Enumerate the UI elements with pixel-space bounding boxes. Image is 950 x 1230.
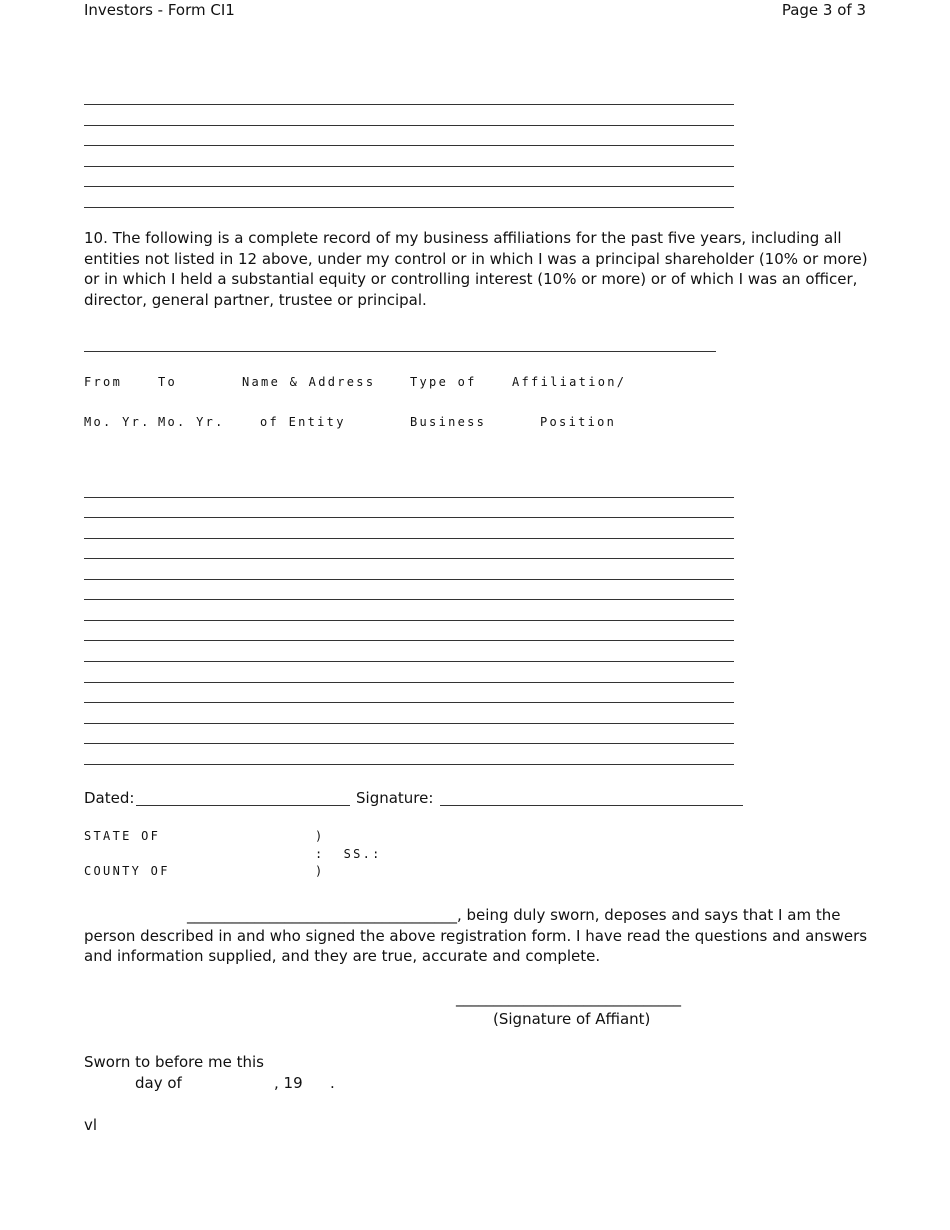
blank-line [84, 145, 734, 146]
affiant-caption: (Signature of Affiant) [493, 1010, 651, 1028]
entry-line[interactable] [84, 579, 734, 580]
signature-field[interactable] [440, 805, 743, 806]
blank-line [84, 125, 734, 126]
venue-paren-bottom: ) [315, 864, 325, 878]
entry-line[interactable] [84, 599, 734, 600]
blank-line [84, 186, 734, 187]
col-affiliation-header: Affiliation/ [512, 375, 627, 389]
entry-line[interactable] [84, 517, 734, 518]
entry-line[interactable] [84, 497, 734, 498]
col-name-header: Name & Address [242, 375, 376, 389]
entry-line[interactable] [84, 723, 734, 724]
venue-ss: : SS.: [315, 847, 382, 861]
year-label: , 19 [274, 1074, 303, 1092]
footer-initials: vl [84, 1116, 98, 1134]
col-name-subheader: of Entity [260, 415, 346, 429]
state-label: STATE OF [84, 829, 161, 843]
col-position-subheader: Position [540, 415, 617, 429]
year-period: . [330, 1074, 335, 1092]
blank-line [84, 166, 734, 167]
venue-paren-top: ) [315, 829, 325, 843]
entry-line[interactable] [84, 558, 734, 559]
entry-line[interactable] [84, 620, 734, 621]
affiant-signature-line[interactable]: ______________________________ [456, 989, 681, 1007]
section-10-text: 10. The following is a complete record of my business affiliations for the past five years, including all entities not listed in 12 above, under my control or in which I was a principal shareholder (10% or more) or in which I held a substantial equity or controlling interest (10% or more) or of which I was an officer, director, general partner, trustee or principal. [84, 229, 868, 309]
dated-field[interactable] [136, 805, 350, 806]
entry-line[interactable] [84, 764, 734, 765]
county-label: COUNTY OF [84, 864, 170, 878]
entry-line[interactable] [84, 661, 734, 662]
blank-line [84, 207, 734, 208]
entry-line[interactable] [84, 538, 734, 539]
col-type-header: Type of [410, 375, 477, 389]
affiant-name-blank[interactable]: ____________________________________ [187, 906, 457, 924]
col-from-subheader: Mo. Yr. [84, 415, 151, 429]
day-of-label: day of [135, 1074, 182, 1092]
col-from-header: From [84, 375, 123, 389]
sworn-text: Sworn to before me this [84, 1053, 264, 1071]
entry-line[interactable] [84, 640, 734, 641]
entry-line[interactable] [84, 743, 734, 744]
page-number: Page 3 of 3 [781, 1, 866, 19]
blank-line [84, 104, 734, 105]
dated-label: Dated: [84, 789, 135, 807]
form-title: Investors - Form CI1 [84, 1, 235, 19]
table-top-rule [84, 351, 716, 352]
col-to-subheader: Mo. Yr. [158, 415, 225, 429]
entry-line[interactable] [84, 682, 734, 683]
signature-label: Signature: [356, 789, 434, 807]
col-to-header: To [158, 375, 178, 389]
col-type-subheader: Business [410, 415, 487, 429]
affidavit-statement: , being duly sworn, deposes and says that I am the person described in and who signed the above registration form. I have read the questions and answers and information supplied, and they are true, accurate and complete. [84, 906, 868, 965]
entry-line[interactable] [84, 702, 734, 703]
affidavit-text [84, 905, 874, 967]
